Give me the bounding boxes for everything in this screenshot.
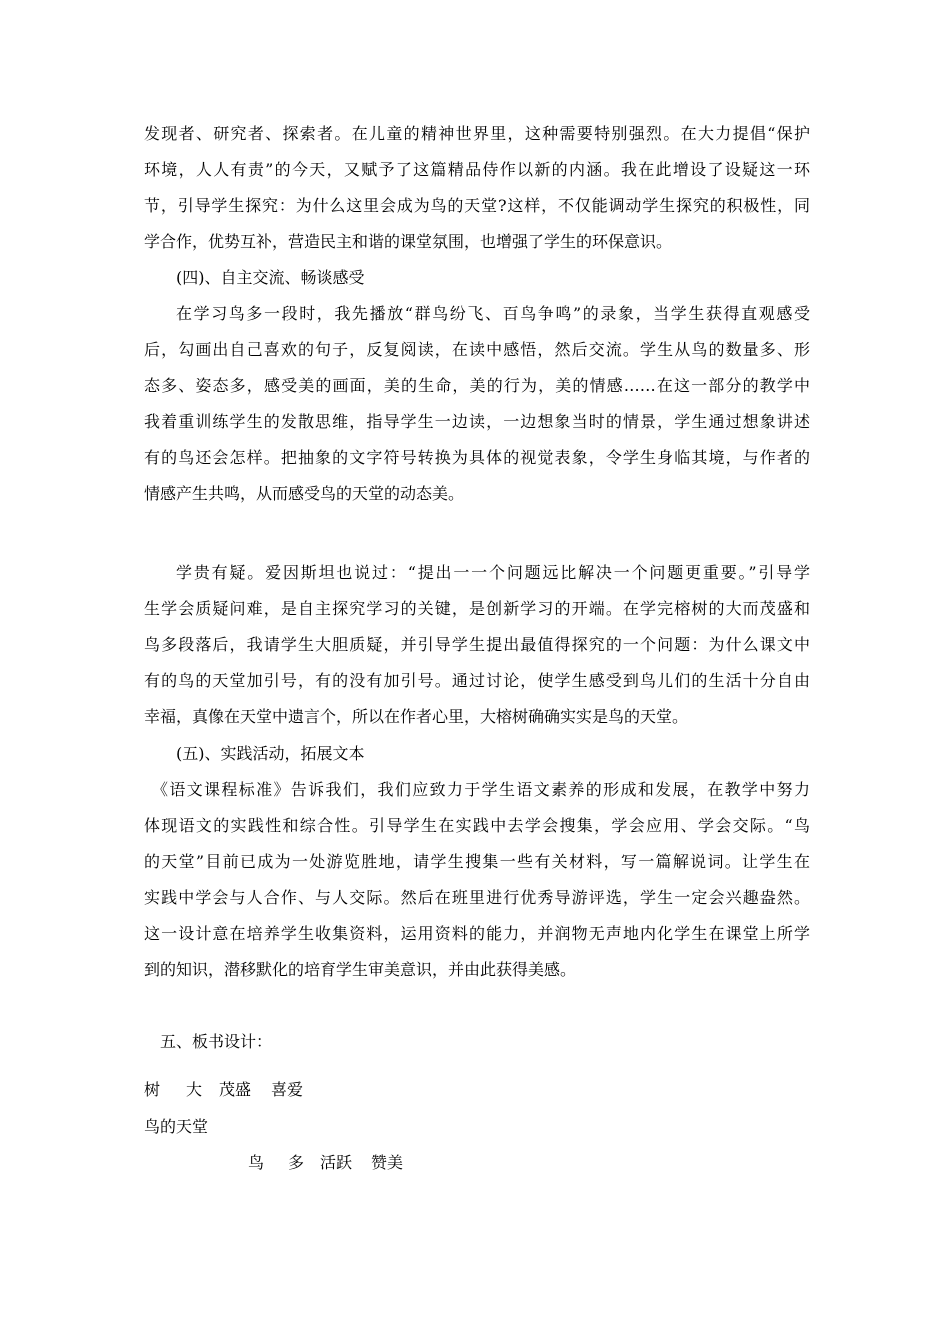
paragraph-4 [144, 772, 810, 988]
board-word: 茂盛 [219, 1080, 252, 1099]
board-word: 多 [288, 1153, 305, 1172]
paragraph-2 [144, 296, 810, 512]
text-line: 学合作，优势互补，营造民主和谐的课堂氛围，也增强了学生的环保意识。 [144, 232, 673, 251]
text-line: 环境，人人有责”的今天，又赋予了这篇精品侍作以新的内涵。我在此增设了设疑这一环 [144, 160, 810, 179]
text-line: 生学会质疑问难，是自主探究学习的关键，是创新学习的开端。在学完榕树的大而茂盛和 [144, 599, 810, 618]
text-line: 情感产生共鸣，从而感受鸟的天堂的动态美。 [144, 484, 465, 503]
text-line: 《语文课程标准》告诉我们，我们应致力于学生语文素养的形成和发展，在教学中努力 [152, 780, 810, 799]
section-heading-4: (四)、自主交流、畅谈感受 [176, 268, 365, 287]
text-line: 有的鸟还会怎样。把抽象的文字符号转换为具体的视觉表象，令学生身临其境，与作者的 [144, 448, 810, 467]
text-line: 实践中学会与人合作、与人交际。然后在班里进行优秀导游评选，学生一定会兴趣盎然。 [144, 888, 810, 907]
board-row-2 [0, 1151, 950, 1175]
text-line: 我着重训练学生的发散思维，指导学生一边读，一边想象当时的情景，学生通过想象讲述 [144, 412, 810, 431]
text-line: 体现语文的实践性和综合性。引导学生在实践中去学会搜集，学会应用、学会交际。“鸟 [144, 816, 810, 835]
board-design-title: 五、板书设计： [160, 1032, 273, 1051]
text-line: 学贵有疑。爱因斯坦也说过：“提出一一个问题远比解决一个问题更重要。”引导学 [176, 563, 810, 582]
text-line: 的天堂”目前已成为一处游览胜地，请学生搜集一些有关材料，写一篇解说词。让学生在 [144, 852, 810, 871]
text-line: 节，引导学生探究：为什么这里会成为鸟的天堂?这样，不仅能调动学生探究的积极性，同 [144, 196, 810, 215]
text-line: 幸福，真像在天堂中遗言个，所以在作者心里，大榕树确确实实是鸟的天堂。 [144, 707, 689, 726]
text-line: 在学习鸟多一段时，我先播放“群鸟纷飞、百鸟争鸣”的录象，当学生获得直观感受 [176, 304, 810, 323]
text-line: 后，勾画出自己喜欢的句子，反复阅读，在读中感悟，然后交流。学生从鸟的数量多、形 [144, 340, 810, 359]
board-word: 活跃 [320, 1153, 353, 1172]
board-word: 赞美 [371, 1153, 404, 1172]
board-center-title: 鸟的天堂 [144, 1117, 209, 1136]
paragraph-3 [144, 555, 810, 735]
board-row-1 [0, 1078, 950, 1102]
board-word: 鸟 [248, 1153, 265, 1172]
text-line: 到的知识，潜移默化的培育学生审美意识，并由此获得美感。 [144, 960, 577, 979]
text-line: 这一设计意在培养学生收集资料，运用资料的能力，并润物无声地内化学生在课堂上所学 [144, 924, 810, 943]
paragraph-1 [144, 116, 810, 260]
text-line: 鸟多段落后，我请学生大胆质疑，并引导学生提出最值得探究的一个问题：为什么课文中 [144, 635, 810, 654]
text-line: 有的鸟的天堂加引号，有的没有加引号。通过讨论，使学生感受到鸟儿们的生活十分自由 [144, 671, 810, 690]
section-heading-5: (五)、实践活动，拓展文本 [176, 744, 365, 763]
board-word: 树 [144, 1080, 161, 1099]
board-word: 喜爱 [271, 1080, 304, 1099]
text-line: 态多、姿态多，感受美的画面，美的生命，美的行为，美的情感……在这一部分的教学中 [144, 376, 810, 395]
board-word: 大 [186, 1080, 203, 1099]
text-line: 发现者、研究者、探索者。在儿童的精神世界里，这种需要特别强烈。在大力提倡“保护 [144, 124, 810, 143]
